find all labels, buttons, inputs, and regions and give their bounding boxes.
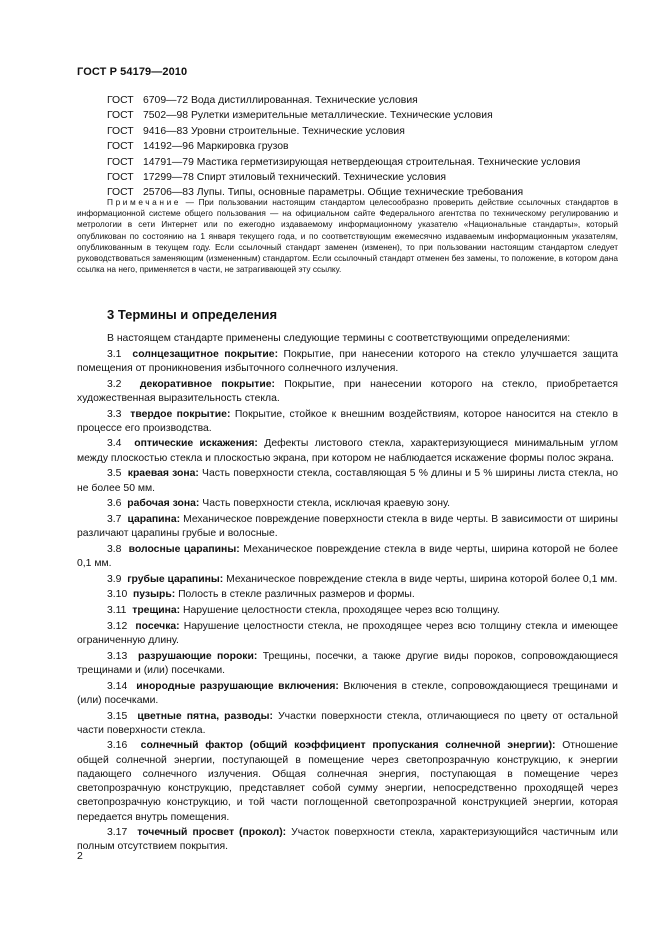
- term-definition: [77, 437, 618, 465]
- term-number: 3.6: [107, 498, 122, 510]
- term-text: Нарушение целостности стекла, проходящее через всю толщину.: [183, 605, 500, 617]
- document-header: ГОСТ Р 54179—2010: [77, 66, 188, 78]
- term-text: Включения в стекле, сопровождающиеся трещинами и (или) посечками.: [77, 680, 618, 706]
- note-label: Примечание: [107, 197, 182, 207]
- term-number: 3.11: [107, 605, 127, 617]
- term-definition: [77, 513, 618, 541]
- term-name: пузырь:: [133, 589, 176, 601]
- reference-item: [107, 139, 627, 154]
- term-text: Участки поверхности стекла, отличающиеся по цвету от остальной части поверхности стекла.: [77, 710, 619, 736]
- term-name: инородные разрушающие включения:: [136, 680, 339, 692]
- term-definition: [77, 497, 618, 511]
- reference-item: [107, 170, 627, 185]
- reference-prefix: ГОСТ: [107, 172, 134, 184]
- reference-item: [107, 93, 627, 108]
- reference-item: [107, 108, 627, 123]
- term-name: краевая зона:: [127, 468, 199, 480]
- term-name: рабочая зона:: [127, 498, 200, 510]
- page-number: 2: [77, 851, 83, 862]
- term-name: грубые царапины:: [127, 573, 224, 585]
- reference-prefix: ГОСТ: [107, 125, 134, 137]
- reference-list: [107, 93, 627, 201]
- reference-prefix: ГОСТ: [107, 187, 134, 199]
- reference-item: [107, 155, 627, 170]
- term-text: Часть поверхности стекла, исключая краевую зону.: [202, 498, 451, 510]
- term-text: Участок поверхности стекла, характеризующийся частичным или полным отсутствием покрытия.: [77, 827, 618, 853]
- term-number: 3.16: [107, 740, 128, 752]
- term-definition: [77, 408, 618, 436]
- term-text: Покрытие, при нанесении которого на стекло, приобретается художественная выразительность стекла.: [77, 378, 618, 404]
- term-name: трещина:: [132, 605, 181, 617]
- term-name: посечка:: [135, 620, 180, 632]
- term-definition: [77, 604, 618, 618]
- term-number: 3.14: [107, 680, 128, 692]
- term-name: точечный просвет (прокол):: [137, 827, 287, 839]
- section-title: 3 Термины и определения: [107, 307, 278, 322]
- term-name: солнцезащитное покрытие:: [132, 348, 279, 360]
- term-number: 3.1: [107, 348, 122, 360]
- term-number: 3.10: [107, 589, 128, 601]
- section-body: [77, 332, 618, 856]
- term-name: оптические искажения:: [134, 438, 258, 450]
- note-text: — При пользовании настоящим стандартом целесообразно проверить действие ссылочных стандартов в информационной системе общего пользования — на официальном сайте Федерального агентства по техническому регулированию и метрологии в сети Интернет или по ежегодно издаваемому информационному указателю «Национальные стандарты», который опубликован по состоянию на 1 января текущего года, и по соответствующим ежемесячно издаваемым информационным указателям, опубликованным в текущем году. Если ссылочный стандарт заменен (изменен), то при пользовании настоящим стандартом следует руководствоваться заменяющим (измененным) стандартом. Если ссылочный стандарт отменен без замены, то положение, в котором дана ссылка на него, применяется в части, не затрагивающей эту ссылку.: [77, 197, 618, 275]
- term-name: твердое покрытие:: [130, 408, 231, 420]
- term-number: 3.3: [107, 408, 122, 420]
- term-definition: [77, 573, 618, 587]
- reference-prefix: ГОСТ: [107, 95, 134, 106]
- term-text: Покрытие, при нанесении которого на стекло улучшается защита помещения от проникновения избыточного солнечного излучения.: [77, 348, 618, 374]
- reference-item: [107, 124, 627, 139]
- term-definition: [77, 588, 618, 602]
- reference-prefix: ГОСТ: [107, 156, 134, 168]
- term-number: 3.12: [107, 620, 128, 632]
- reference-text: 9416—83 Уровни строительные. Технические условия: [143, 125, 405, 137]
- term-text: Отношение общей солнечной энергии, поступающей в помещение через светопрозрачную конструкцию, к энергии падающего солнечного излучения. Общая солнечная энергия, поступающая в помещение через светопрозрачную конструкцию, представляет собой сумму энергии, непосредственно проходящей через светопрозрачную конструкцию, и той части поглощенной светопрозрачной конструкцией энергии, которая передается внутрь помещения.: [77, 740, 619, 823]
- term-number: 3.17: [107, 827, 128, 839]
- term-definition: [77, 680, 618, 708]
- term-number: 3.4: [107, 438, 122, 450]
- term-number: 3.8: [107, 543, 122, 555]
- term-definition: [77, 739, 618, 824]
- term-number: 3.9: [107, 573, 122, 585]
- term-number: 3.2: [107, 378, 122, 390]
- term-definition: [77, 467, 618, 495]
- term-text: Дефекты листового стекла, характеризующиеся минимальным углом между плоскостью стекла и плоскостью экрана, при котором не наблюдается искажение формы полос экрана.: [77, 438, 619, 464]
- term-number: 3.5: [107, 468, 122, 480]
- note-block: [77, 197, 618, 275]
- reference-text: 25706—83 Лупы. Типы, основные параметры. Общие технические требования: [143, 187, 524, 199]
- term-definition: [77, 650, 618, 678]
- section-intro: В настоящем стандарте применены следующие термины с соответствующими определениями:: [107, 333, 571, 344]
- term-text: Механическое повреждение стекла в виде черты, ширина которой не более 0,1 мм.: [77, 543, 618, 570]
- term-definition: [77, 620, 618, 648]
- term-name: царапина:: [127, 513, 181, 525]
- term-definition: [77, 348, 618, 376]
- reference-prefix: ГОСТ: [107, 110, 134, 122]
- term-number: 3.15: [107, 710, 128, 722]
- term-name: волосные царапины:: [128, 543, 240, 555]
- term-definition: [77, 826, 618, 854]
- reference-text: 14791—79 Мастика герметизирующая нетвердеющая строительная. Технические условия: [143, 156, 581, 168]
- term-definition: [77, 378, 618, 406]
- reference-text: 14192—96 Маркировка грузов: [143, 141, 289, 153]
- term-text: Полость в стекле различных размеров и формы.: [178, 589, 415, 601]
- term-text: Часть поверхности стекла, составляющая 5 % длины и 5 % ширины листа стекла, но не более 50 мм.: [77, 468, 619, 494]
- term-text: Трещины, посечки, а также другие виды пороков, сопровождающиеся трещинами и (или) посечками.: [77, 650, 619, 676]
- term-text: Нарушение целостности стекла, не проходящее через всю толщину стекла и имеющее ограниченную длину.: [77, 620, 618, 647]
- term-text: Покрытие, стойкое к внешним воздействиям, которое наносится на стекло в процессе его производства.: [77, 408, 619, 434]
- term-number: 3.7: [107, 513, 122, 525]
- reference-prefix: ГОСТ: [107, 141, 134, 153]
- term-definition: [77, 710, 618, 738]
- reference-text: 7502—98 Рулетки измерительные металлические. Технические условия: [143, 110, 493, 122]
- term-text: Механическое повреждение стекла в виде черты, ширина которой более 0,1 мм.: [226, 573, 618, 585]
- term-text: Механическое повреждение поверхности стекла в виде черты. В зависимости от ширины различают царапины грубые и волосные.: [77, 513, 619, 540]
- term-name: декоративное покрытие:: [139, 378, 276, 390]
- term-definition: [77, 543, 618, 571]
- reference-text: 6709—72 Вода дистиллированная. Технические условия: [143, 95, 418, 106]
- reference-text: 17299—78 Спирт этиловый технический. Технические условия: [143, 172, 447, 184]
- term-number: 3.13: [107, 650, 128, 662]
- term-name: разрушающие пороки:: [137, 650, 258, 662]
- term-name: цветные пятна, разводы:: [137, 710, 273, 722]
- term-name: солнечный фактор (общий коэффициент пропускания солнечной энергии):: [140, 740, 556, 752]
